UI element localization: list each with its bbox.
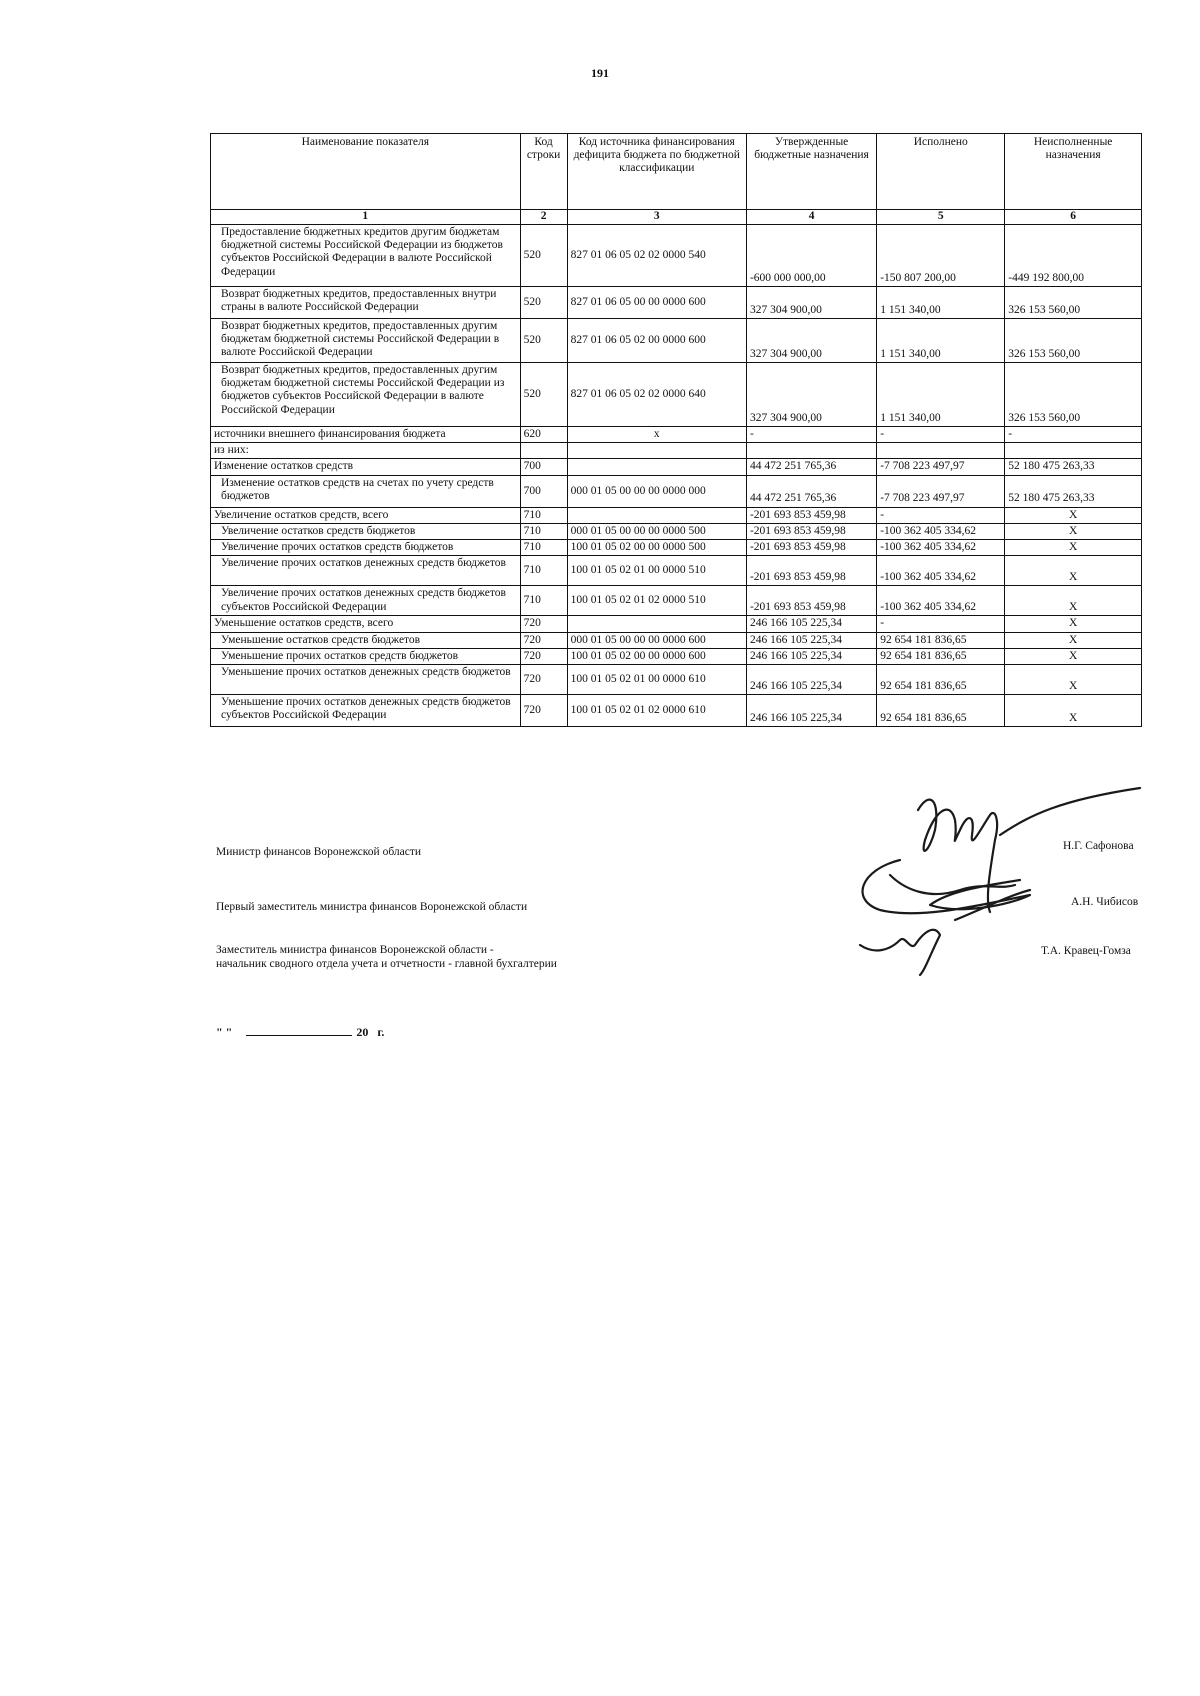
- unexecuted-amount-cell: [1005, 443, 1142, 459]
- table-row: [211, 319, 1142, 363]
- table-body: [211, 225, 1142, 727]
- table-row: [211, 556, 1142, 586]
- financing-sources-table: [210, 133, 1142, 727]
- row-code-cell: 710: [520, 523, 567, 539]
- row-name-cell: Уменьшение прочих остатков денежных средств бюджетов: [211, 664, 521, 694]
- executed-amount-cell: 1 151 340,00: [877, 319, 1005, 363]
- row-name-cell: Увеличение прочих остатков средств бюджетов: [211, 540, 521, 556]
- date-year-prefix: 20: [356, 1025, 369, 1039]
- source-code-cell: 827 01 06 05 02 00 0000 600: [567, 319, 746, 363]
- table-row: [211, 363, 1142, 427]
- row-name-cell: Уменьшение прочих остатков средств бюджетов: [211, 648, 521, 664]
- row-name-cell: Уменьшение остатков средств, всего: [211, 616, 521, 632]
- source-code-cell: 100 01 05 02 01 02 0000 610: [567, 694, 746, 726]
- row-name-cell: Предоставление бюджетных кредитов другим бюджетам бюджетной системы Российской Федерации из бюджетов субъектов Российской Федерации в валюте Российской Федерации: [211, 225, 521, 287]
- header-source-code: Код источника финансирования дефицита бюджета по бюджетной классификации: [567, 134, 746, 210]
- approved-amount-cell: -201 693 853 459,98: [746, 556, 876, 586]
- source-code-cell: 827 01 06 05 00 00 0000 600: [567, 287, 746, 319]
- executed-amount-cell: 1 151 340,00: [877, 363, 1005, 427]
- unexecuted-amount-cell: X: [1005, 507, 1142, 523]
- column-number: 5: [877, 210, 1005, 225]
- deputy-title-line2: начальник сводного отдела учета и отчетности - главной бухгалтерии: [216, 958, 557, 970]
- approved-amount-cell: -600 000 000,00: [746, 225, 876, 287]
- row-code-cell: [520, 443, 567, 459]
- table-row: [211, 648, 1142, 664]
- unexecuted-amount-cell: 52 180 475 263,33: [1005, 475, 1142, 507]
- row-code-cell: 520: [520, 225, 567, 287]
- column-number: 3: [567, 210, 746, 225]
- approved-amount-cell: 246 166 105 225,34: [746, 648, 876, 664]
- deputy-title-line1: Заместитель министра финансов Воронежской области -: [216, 944, 494, 956]
- row-code-cell: 620: [520, 427, 567, 443]
- table-row: [211, 287, 1142, 319]
- table-row: [211, 694, 1142, 726]
- minister-title: Министр финансов Воронежской области: [216, 846, 422, 858]
- executed-amount-cell: -100 362 405 334,62: [877, 586, 1005, 616]
- row-code-cell: 700: [520, 459, 567, 475]
- unexecuted-amount-cell: -: [1005, 427, 1142, 443]
- source-code-cell: 100 01 05 02 01 00 0000 510: [567, 556, 746, 586]
- approved-amount-cell: 327 304 900,00: [746, 363, 876, 427]
- column-number: 6: [1005, 210, 1142, 225]
- unexecuted-amount-cell: 52 180 475 263,33: [1005, 459, 1142, 475]
- source-code-cell: 000 01 05 00 00 00 0000 600: [567, 632, 746, 648]
- executed-amount-cell: 92 654 181 836,65: [877, 694, 1005, 726]
- executed-amount-cell: -: [877, 616, 1005, 632]
- executed-amount-cell: -: [877, 507, 1005, 523]
- header-name: Наименование показателя: [211, 134, 521, 210]
- row-code-cell: 720: [520, 694, 567, 726]
- executed-amount-cell: 92 654 181 836,65: [877, 648, 1005, 664]
- approved-amount-cell: 44 472 251 765,36: [746, 459, 876, 475]
- row-code-cell: 520: [520, 319, 567, 363]
- row-code-cell: 710: [520, 586, 567, 616]
- approved-amount-cell: 246 166 105 225,34: [746, 616, 876, 632]
- unexecuted-amount-cell: X: [1005, 523, 1142, 539]
- executed-amount-cell: -150 807 200,00: [877, 225, 1005, 287]
- row-code-cell: 520: [520, 287, 567, 319]
- source-code-cell: 100 01 05 02 00 00 0000 600: [567, 648, 746, 664]
- table-row: [211, 443, 1142, 459]
- minister-name: Н.Г. Сафонова: [1063, 840, 1134, 852]
- row-name-cell: Изменение остатков средств: [211, 459, 521, 475]
- executed-amount-cell: -7 708 223 497,97: [877, 475, 1005, 507]
- header-executed: Исполнено: [877, 134, 1005, 210]
- row-name-cell: Уменьшение прочих остатков денежных средств бюджетов субъектов Российской Федерации: [211, 694, 521, 726]
- row-code-cell: 720: [520, 648, 567, 664]
- unexecuted-amount-cell: X: [1005, 694, 1142, 726]
- approved-amount-cell: 246 166 105 225,34: [746, 664, 876, 694]
- source-code-cell: [567, 443, 746, 459]
- executed-amount-cell: [877, 443, 1005, 459]
- date-line: [216, 1025, 384, 1040]
- table-row: [211, 540, 1142, 556]
- date-quote: " ": [216, 1025, 233, 1039]
- unexecuted-amount-cell: X: [1005, 616, 1142, 632]
- deputy-name: Т.А. Кравец-Гомза: [1041, 945, 1131, 957]
- header-row-code: Код строки: [520, 134, 567, 210]
- row-name-cell: Уменьшение остатков средств бюджетов: [211, 632, 521, 648]
- unexecuted-amount-cell: X: [1005, 664, 1142, 694]
- source-code-cell: 000 01 05 00 00 00 0000 000: [567, 475, 746, 507]
- executed-amount-cell: 1 151 340,00: [877, 287, 1005, 319]
- executed-amount-cell: -100 362 405 334,62: [877, 523, 1005, 539]
- approved-amount-cell: -201 693 853 459,98: [746, 586, 876, 616]
- source-code-cell: x: [567, 427, 746, 443]
- header-row: [211, 134, 1142, 210]
- row-code-cell: 720: [520, 664, 567, 694]
- executed-amount-cell: -100 362 405 334,62: [877, 540, 1005, 556]
- row-name-cell: из них:: [211, 443, 521, 459]
- row-name-cell: Возврат бюджетных кредитов, предоставленных другим бюджетам бюджетной системы Российской Федерации в валюте Российской Федерации: [211, 319, 521, 363]
- row-code-cell: 720: [520, 632, 567, 648]
- table-row: [211, 586, 1142, 616]
- first-deputy-title: Первый заместитель министра финансов Воронежской области: [216, 901, 528, 913]
- unexecuted-amount-cell: X: [1005, 648, 1142, 664]
- row-code-cell: 700: [520, 475, 567, 507]
- unexecuted-amount-cell: X: [1005, 556, 1142, 586]
- source-code-cell: [567, 459, 746, 475]
- executed-amount-cell: -: [877, 427, 1005, 443]
- approved-amount-cell: 44 472 251 765,36: [746, 475, 876, 507]
- approved-amount-cell: 246 166 105 225,34: [746, 632, 876, 648]
- approved-amount-cell: -: [746, 427, 876, 443]
- source-code-cell: [567, 507, 746, 523]
- row-name-cell: Изменение остатков средств на счетах по учету средств бюджетов: [211, 475, 521, 507]
- unexecuted-amount-cell: -449 192 800,00: [1005, 225, 1142, 287]
- table-row: [211, 523, 1142, 539]
- row-name-cell: Увеличение остатков средств, всего: [211, 507, 521, 523]
- row-name-cell: источники внешнего финансирования бюджета: [211, 427, 521, 443]
- column-number: 4: [746, 210, 876, 225]
- page-number: 191: [591, 66, 609, 80]
- approved-amount-cell: 327 304 900,00: [746, 287, 876, 319]
- header-approved: Утвержденные бюджетные назначения: [746, 134, 876, 210]
- source-code-cell: [567, 616, 746, 632]
- approved-amount-cell: -201 693 853 459,98: [746, 507, 876, 523]
- row-name-cell: Увеличение остатков средств бюджетов: [211, 523, 521, 539]
- row-name-cell: Увеличение прочих остатков денежных средств бюджетов: [211, 556, 521, 586]
- executed-amount-cell: -7 708 223 497,97: [877, 459, 1005, 475]
- unexecuted-amount-cell: 326 153 560,00: [1005, 363, 1142, 427]
- table-row: [211, 664, 1142, 694]
- source-code-cell: 100 01 05 02 01 00 0000 610: [567, 664, 746, 694]
- row-code-cell: 710: [520, 556, 567, 586]
- approved-amount-cell: 246 166 105 225,34: [746, 694, 876, 726]
- row-code-cell: 520: [520, 363, 567, 427]
- row-code-cell: 710: [520, 540, 567, 556]
- column-number: 1: [211, 210, 521, 225]
- source-code-cell: 000 01 05 00 00 00 0000 500: [567, 523, 746, 539]
- date-year-suffix: г.: [377, 1025, 385, 1039]
- executed-amount-cell: 92 654 181 836,65: [877, 664, 1005, 694]
- table-row: [211, 507, 1142, 523]
- source-code-cell: 827 01 06 05 02 02 0000 540: [567, 225, 746, 287]
- executed-amount-cell: -100 362 405 334,62: [877, 556, 1005, 586]
- table-row: [211, 427, 1142, 443]
- column-number: 2: [520, 210, 567, 225]
- table-row: [211, 632, 1142, 648]
- row-code-cell: 720: [520, 616, 567, 632]
- table-row: [211, 475, 1142, 507]
- unexecuted-amount-cell: X: [1005, 632, 1142, 648]
- unexecuted-amount-cell: 326 153 560,00: [1005, 319, 1142, 363]
- approved-amount-cell: 327 304 900,00: [746, 319, 876, 363]
- executed-amount-cell: 92 654 181 836,65: [877, 632, 1005, 648]
- approved-amount-cell: [746, 443, 876, 459]
- approved-amount-cell: -201 693 853 459,98: [746, 523, 876, 539]
- source-code-cell: 827 01 06 05 02 02 0000 640: [567, 363, 746, 427]
- first-deputy-name: А.Н. Чибисов: [1071, 896, 1139, 908]
- source-code-cell: 100 01 05 02 01 02 0000 510: [567, 586, 746, 616]
- table-row: [211, 225, 1142, 287]
- row-name-cell: Увеличение прочих остатков денежных средств бюджетов субъектов Российской Федерации: [211, 586, 521, 616]
- column-number-row: [211, 210, 1142, 225]
- table-row: [211, 459, 1142, 475]
- source-code-cell: 100 01 05 02 00 00 0000 500: [567, 540, 746, 556]
- unexecuted-amount-cell: 326 153 560,00: [1005, 287, 1142, 319]
- unexecuted-amount-cell: X: [1005, 540, 1142, 556]
- table-row: [211, 616, 1142, 632]
- header-unexecuted: Неисполненные назначения: [1005, 134, 1142, 210]
- row-code-cell: 710: [520, 507, 567, 523]
- row-name-cell: Возврат бюджетных кредитов, предоставленных внутри страны в валюте Российской Федерации: [211, 287, 521, 319]
- approved-amount-cell: -201 693 853 459,98: [746, 540, 876, 556]
- unexecuted-amount-cell: X: [1005, 586, 1142, 616]
- date-blank: [246, 1025, 352, 1036]
- row-name-cell: Возврат бюджетных кредитов, предоставленных другим бюджетам бюджетной системы Российской Федерации из бюджетов субъектов Российской Федерации в валюте Российской Федерации: [211, 363, 521, 427]
